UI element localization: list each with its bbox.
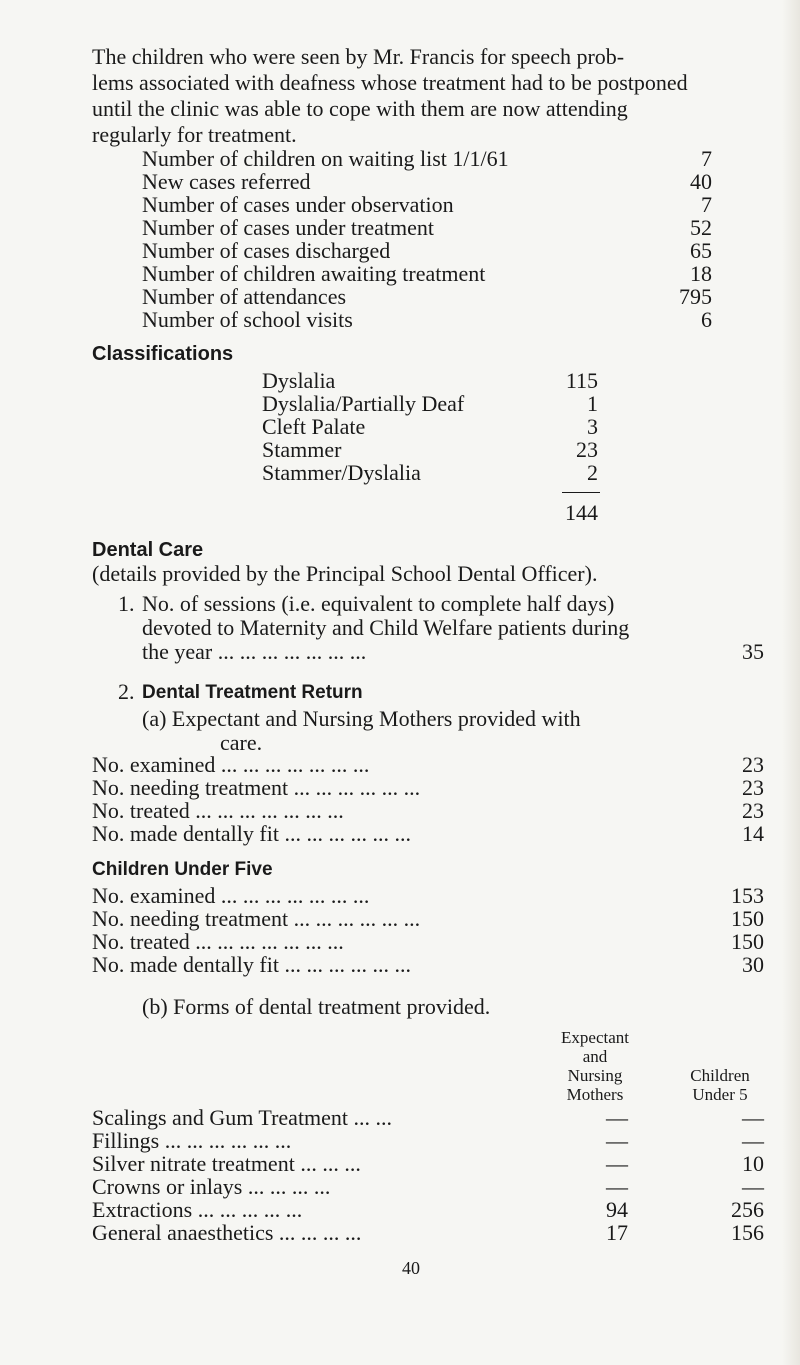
dental-heading: Dental Care	[92, 539, 204, 561]
classification-value: 2	[587, 460, 598, 485]
sub-a-line: care.	[220, 730, 263, 755]
treatment-children: —	[742, 1174, 764, 1199]
mothers-value: 23	[742, 752, 764, 777]
treatment-label: Silver nitrate treatment ... ... ...	[92, 1151, 361, 1176]
col-header-children: Children	[690, 1066, 750, 1085]
classification-label: Dyslalia	[262, 368, 336, 393]
intro-line-1: The children who were seen by Mr. Francis for speech prob-	[92, 44, 625, 69]
sub-a-line: (a) Expectant and Nursing Mothers provided with	[142, 706, 581, 731]
under-five-label: No. made dentally fit ... ... ... ... ... ...	[92, 952, 411, 977]
item-1-line: devoted to Maternity and Child Welfare patients during	[142, 615, 630, 640]
treatment-children: 10	[742, 1151, 764, 1176]
page-edge-shadow	[782, 0, 800, 1365]
treatment-label: Scalings and Gum Treatment ... ...	[92, 1105, 393, 1130]
classification-label: Stammer/Dyslalia	[262, 460, 421, 485]
col-header-mothers: and	[582, 1047, 608, 1066]
mothers-label: No. examined ... ... ... ... ... ... ...	[92, 752, 370, 777]
under-five-value: 150	[731, 929, 764, 954]
under-five-label: No. needing treatment ... ... ... ... ... ...	[92, 906, 421, 931]
mothers-value: 23	[742, 798, 764, 823]
total-rule	[562, 492, 600, 493]
mothers-value: 14	[742, 821, 764, 846]
treatment-children: —	[742, 1128, 764, 1153]
stat-value: 7	[701, 146, 712, 171]
mothers-label: No. treated ... ... ... ... ... ... ...	[92, 798, 344, 823]
stat-value: 795	[679, 284, 712, 309]
item-1-number: 1.	[118, 591, 135, 616]
stat-label: Number of cases under treatment	[142, 215, 434, 240]
col-header-children: Under 5	[692, 1085, 748, 1104]
classification-value: 23	[576, 437, 598, 462]
treatment-mothers: —	[606, 1105, 628, 1130]
stat-value: 52	[690, 215, 712, 240]
intro-line-2: lems associated with deafness whose treatment had to be postponed	[92, 70, 688, 95]
stat-label: Number of attendances	[142, 284, 347, 309]
mothers-value: 23	[742, 775, 764, 800]
item-2-heading: Dental Treatment Return	[142, 682, 363, 703]
stat-label: Number of school visits	[142, 307, 353, 332]
stat-label: Number of children awaiting treatment	[142, 261, 486, 286]
treatment-children: 256	[731, 1197, 764, 1222]
treatment-mothers: —	[606, 1174, 628, 1199]
treatment-label: Fillings ... ... ... ... ... ...	[92, 1128, 292, 1153]
treatment-label: Extractions ... ... ... ... ...	[92, 1197, 303, 1222]
item-2-number: 2.	[118, 679, 135, 704]
classification-value: 115	[565, 368, 598, 393]
intro-line-4: regularly for treatment.	[92, 122, 297, 147]
mothers-label: No. needing treatment ... ... ... ... ... ...	[92, 775, 421, 800]
stat-value: 65	[690, 238, 712, 263]
treatment-label: General anaesthetics ... ... ... ...	[92, 1220, 362, 1245]
classification-value: 3	[587, 414, 598, 439]
classifications-heading: Classifications	[92, 343, 234, 365]
treatment-mothers: —	[606, 1151, 628, 1176]
classification-label: Cleft Palate	[262, 414, 366, 439]
classifications-total: 144	[565, 500, 598, 525]
page-number: 40	[402, 1258, 420, 1278]
col-header-mothers: Nursing	[567, 1066, 623, 1085]
treatment-children: —	[742, 1105, 764, 1130]
under-five-value: 153	[731, 883, 764, 908]
treatment-mothers: —	[606, 1128, 628, 1153]
stat-label: Number of cases discharged	[142, 238, 391, 263]
stat-value: 6	[701, 307, 712, 332]
under-five-value: 30	[742, 952, 764, 977]
col-header-mothers: Expectant	[561, 1028, 629, 1047]
item-1-value: 35	[742, 639, 764, 664]
under-five-label: No. treated ... ... ... ... ... ... ...	[92, 929, 344, 954]
stat-value: 40	[690, 169, 712, 194]
treatment-label: Crowns or inlays ... ... ... ...	[92, 1174, 331, 1199]
under-five-heading: Children Under Five	[92, 859, 273, 880]
classification-label: Dyslalia/Partially Deaf	[262, 391, 465, 416]
under-five-value: 150	[731, 906, 764, 931]
stat-label: Number of cases under observation	[142, 192, 454, 217]
col-header-mothers: Mothers	[566, 1085, 624, 1104]
intro-line-3: until the clinic was able to cope with them are now attending	[92, 96, 628, 121]
stat-label: Number of children on waiting list 1/1/61	[142, 146, 509, 171]
stat-value: 18	[690, 261, 712, 286]
under-five-label: No. examined ... ... ... ... ... ... ...	[92, 883, 370, 908]
classification-label: Stammer	[262, 437, 342, 462]
item-1-line: the year ... ... ... ... ... ... ...	[142, 639, 367, 664]
sub-b-heading: (b) Forms of dental treatment provided.	[142, 994, 491, 1019]
stat-label: New cases referred	[142, 169, 311, 194]
treatment-mothers: 17	[606, 1220, 628, 1245]
dental-subheading: (details provided by the Principal School Dental Officer).	[92, 561, 598, 586]
treatment-children: 156	[731, 1220, 764, 1245]
classification-value: 1	[587, 391, 598, 416]
item-1-line: No. of sessions (i.e. equivalent to complete half days)	[142, 591, 615, 616]
stat-value: 7	[701, 192, 712, 217]
treatment-mothers: 94	[606, 1197, 628, 1222]
mothers-label: No. made dentally fit ... ... ... ... ... ...	[92, 821, 411, 846]
